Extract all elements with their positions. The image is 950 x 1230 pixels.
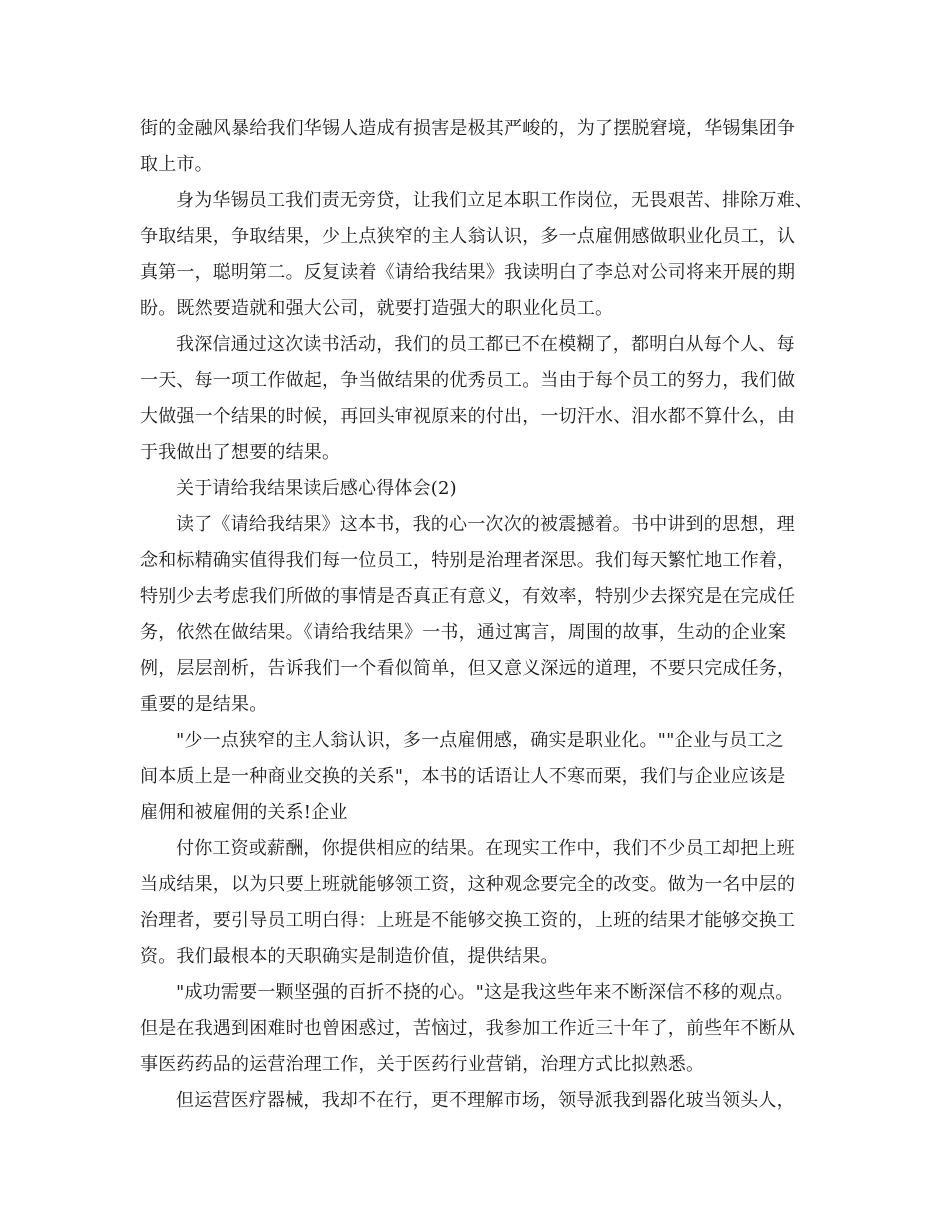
text-line: 念和标精确实值得我们每一位员工，特别是治理者深思。我们每天繁忙地工作着， bbox=[140, 550, 796, 571]
text-line: 雇佣和被雇佣的关系!企业 bbox=[140, 802, 348, 823]
text-line: 事医药药品的运营治理工作，关于医药行业营销，治理方式比拟熟悉。 bbox=[140, 1054, 705, 1075]
text-line: 身为华锡员工我们责无旁贷，让我们立足本职工作岗位，无畏艰苦、排除万难、 bbox=[176, 190, 813, 211]
text-line: 我深信通过这次读书活动，我们的员工都已不在模糊了，都明白从每个人、每 bbox=[176, 334, 795, 355]
text-line: 资。我们最根本的天职确实是制造价值，提供结果。 bbox=[140, 946, 559, 967]
text-line: 例，层层剖析，告诉我们一个看似简单，但又意义深远的道理，不要只完成任务， bbox=[140, 658, 796, 679]
text-line: 但是在我遇到困难时也曾困惑过，苦恼过，我参加工作近三十年了，前些年不断从 bbox=[140, 1018, 796, 1039]
text-line: 于我做出了想要的结果。 bbox=[140, 442, 341, 463]
text-line: 盼。既然要造就和强大公司，就要打造强大的职业化员工。 bbox=[140, 298, 614, 319]
text-line: 重要的是结果。 bbox=[140, 694, 268, 715]
text-line: 付你工资或薪酬，你提供相应的结果。在现实工作中，我们不少员工却把上班 bbox=[176, 838, 795, 859]
text-line: 读了《请给我结果》这本书，我的心一次次的被震撼着。书中讲到的思想，理 bbox=[176, 514, 795, 535]
text-line: 治理者，要引导员工明白得：上班是不能够交换工资的，上班的结果才能够交换工 bbox=[140, 910, 796, 931]
text-line: 街的金融风暴给我们华锡人造成有损害是极其严峻的，为了摆脱窘境，华锡集团争 bbox=[140, 118, 796, 139]
text-line: 但运营医疗器械，我却不在行，更不理解市场，领导派我到器化玻当领头人， bbox=[176, 1090, 795, 1111]
text-line: 当成结果，以为只要上班就能够领工资，这种观念要完全的改变。做为一名中层的 bbox=[140, 874, 796, 895]
text-line: 一天、每一项工作做起，争当做结果的优秀员工。当由于每个员工的努力，我们做 bbox=[140, 370, 796, 391]
text-line: "成功需要一颗坚强的百折不挠的心。"这是我这些年来不断深信不移的观点。 bbox=[176, 982, 794, 1003]
text-line: 大做强一个结果的时候，再回头审视原来的付出，一切汗水、泪水都不算什么，由 bbox=[140, 406, 796, 427]
text-line: "少一点狭窄的主人翁认识，多一点雇佣感，确实是职业化。""企业与员工之 bbox=[176, 730, 784, 751]
text-line: 争取结果，争取结果，少上点狭窄的主人翁认识，多一点雇佣感做职业化员工，认 bbox=[140, 226, 796, 247]
text-line: 特别少去考虑我们所做的事情是否真正有意义，有效率，特别少去探究是在完成任 bbox=[140, 586, 796, 607]
section-heading: 关于请给我结果读后感心得体会(2) bbox=[176, 478, 457, 499]
text-line: 取上市。 bbox=[140, 154, 213, 175]
text-line: 真第一，聪明第二。反复读着《请给我结果》我读明白了李总对公司将来开展的期 bbox=[140, 262, 796, 283]
text-line: 间本质上是一种商业交换的关系"，本书的话语让人不寒而栗，我们与企业应该是 bbox=[140, 766, 786, 787]
text-line: 务，依然在做结果。《请给我结果》一书，通过寓言，周围的故事，生动的企业案 bbox=[140, 622, 787, 643]
